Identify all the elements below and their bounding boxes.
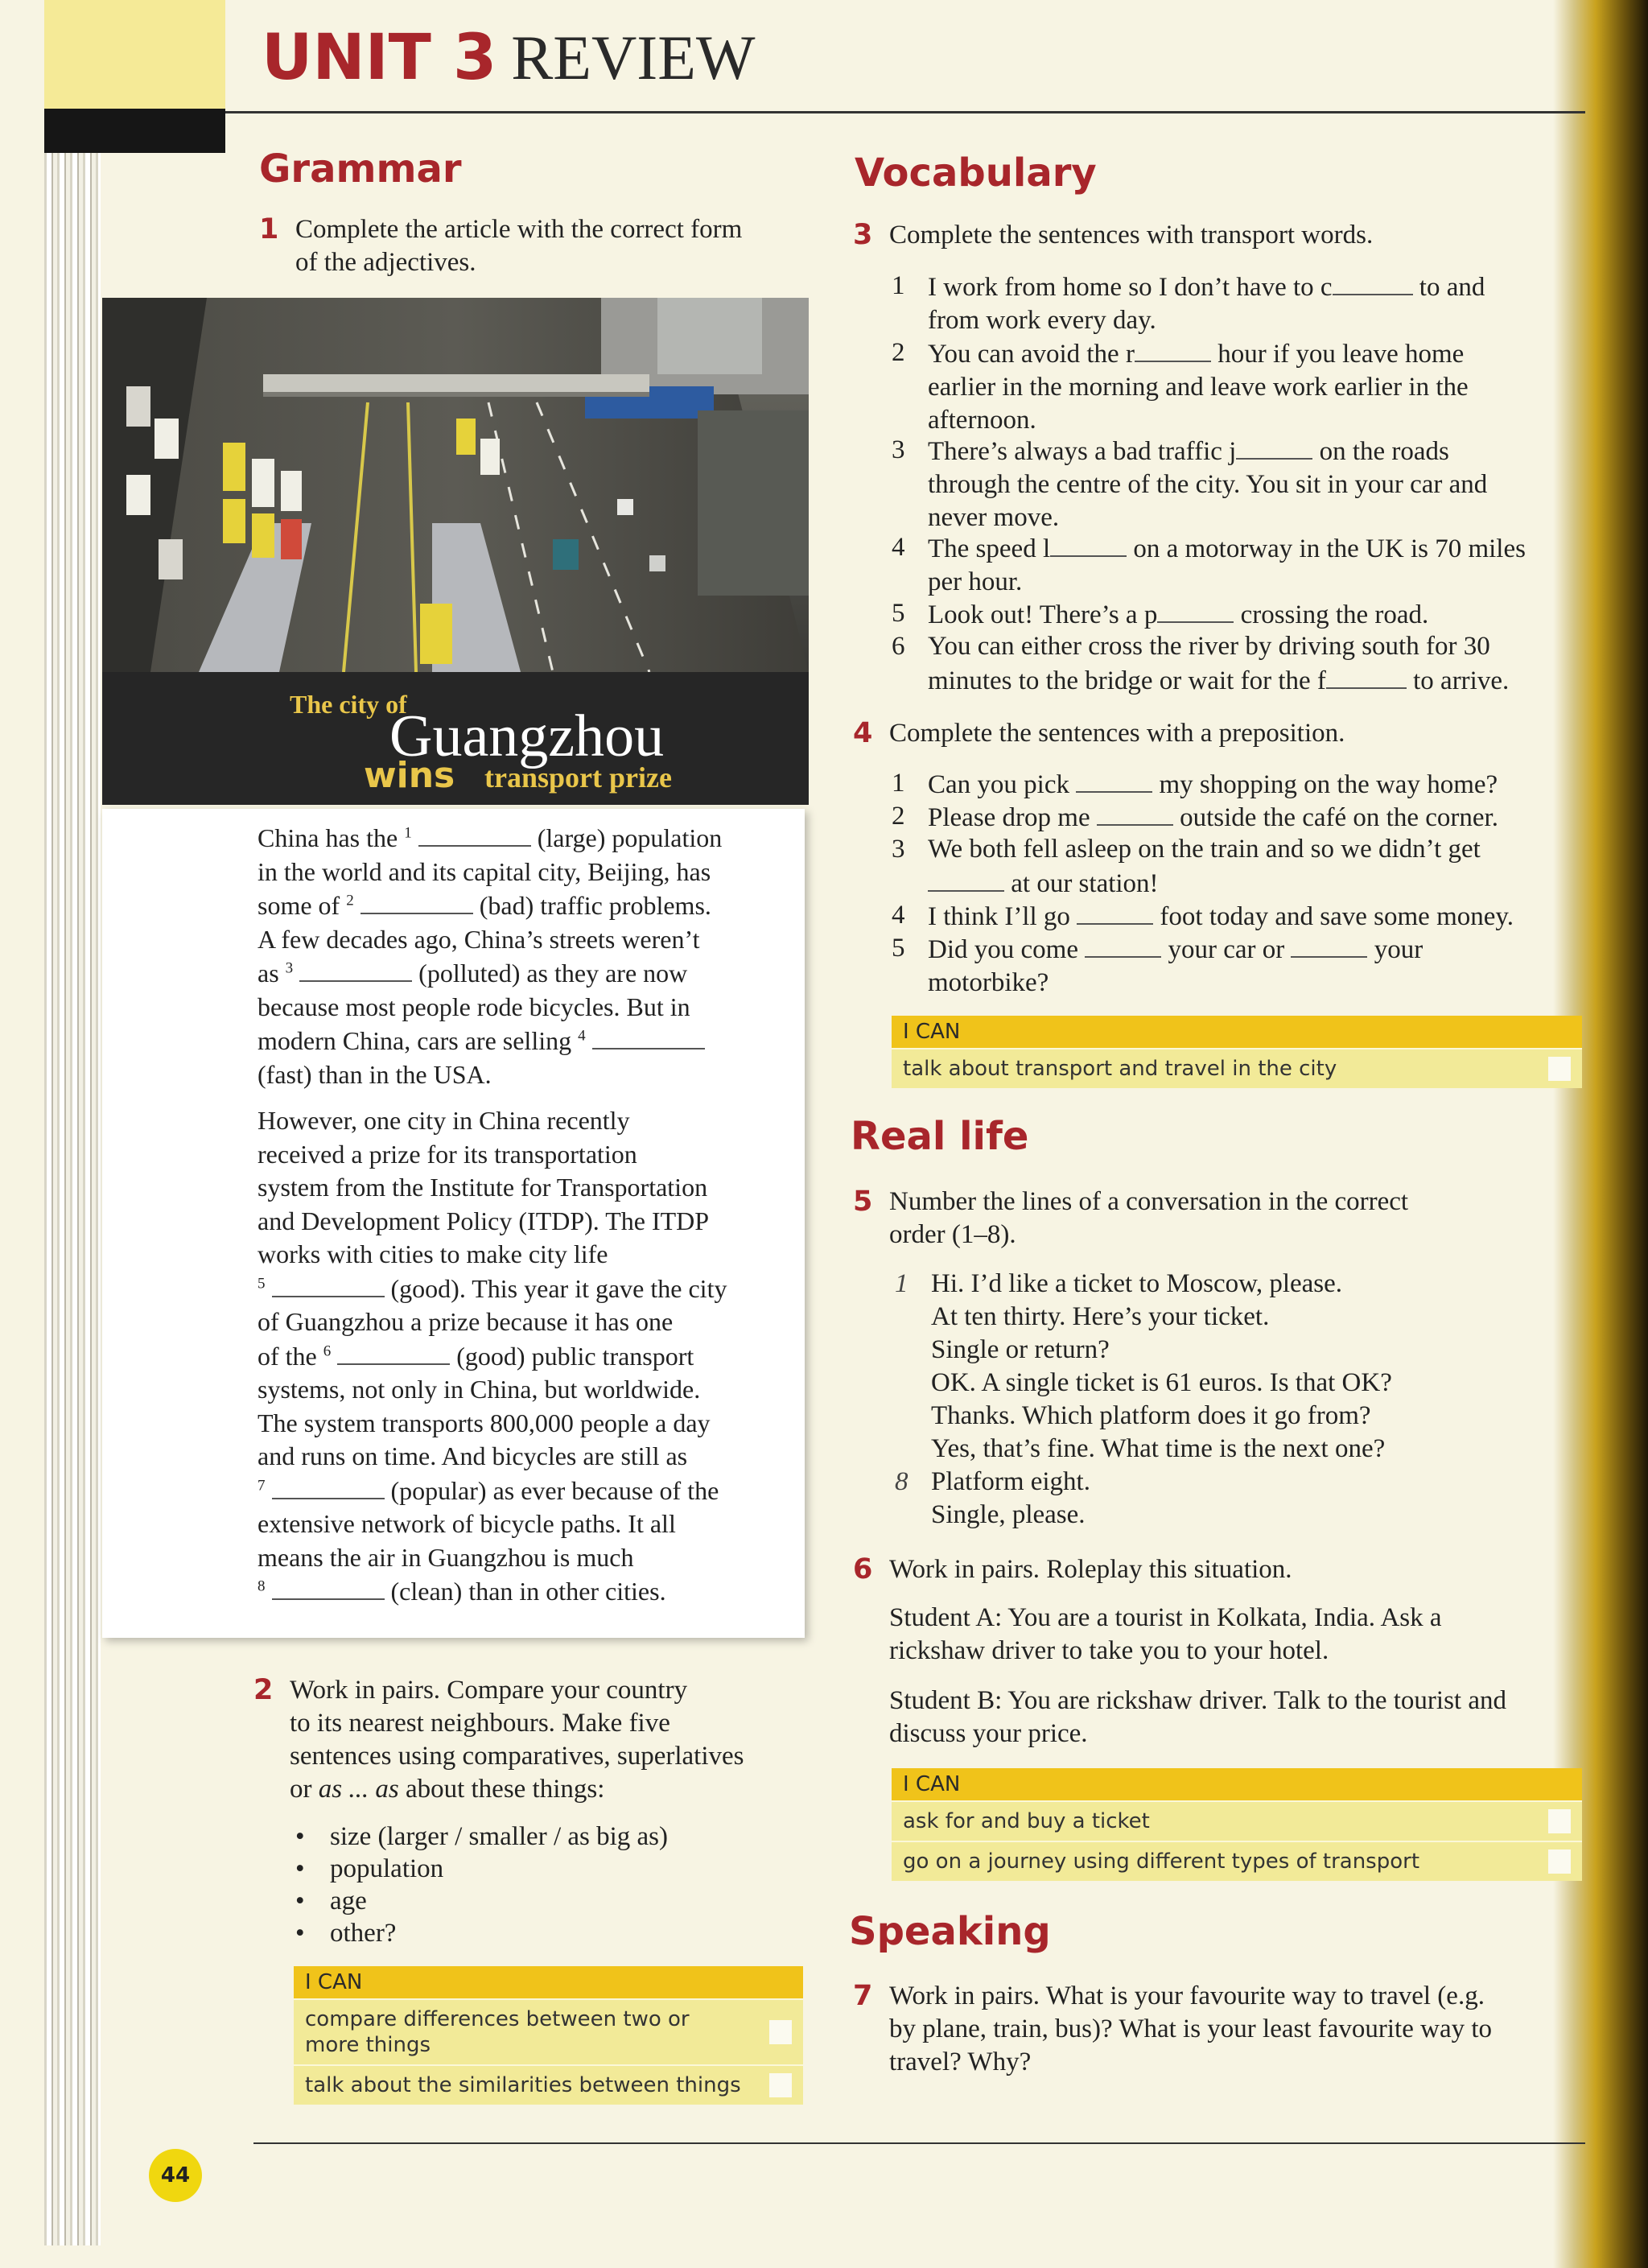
blank[interactable]: [1076, 767, 1152, 793]
vocabulary-heading: Vocabulary: [855, 151, 1097, 196]
text: because most people rode bicycles. But in: [258, 992, 690, 1021]
text: works with cities to make city life: [258, 1239, 608, 1268]
article-title-prefix: The city of: [290, 690, 407, 719]
exercise-5-number: 5: [853, 1186, 873, 1218]
real-life-heading: Real life: [851, 1114, 1029, 1159]
text: (good). This year it gave the city: [390, 1273, 727, 1303]
text: discuss your price.: [889, 1719, 1088, 1748]
gap-number: 7: [258, 1476, 266, 1494]
exercise-5-instruction: [889, 1186, 1408, 1252]
text: some of: [258, 891, 340, 920]
blank[interactable]: [1291, 932, 1367, 958]
exercise-3: [853, 219, 1545, 255]
text: through the centre of the city. You sit in your car and: [928, 470, 1488, 499]
text: Student B: You are rickshaw driver. Talk to the tourist and: [889, 1686, 1506, 1715]
text: my shopping on the way home?: [1159, 770, 1498, 799]
exercise-7: [853, 1980, 1553, 2084]
ex2-line-3: sentences using comparatives, superlatives: [290, 1742, 744, 1771]
exercise-6-number: 6: [853, 1553, 873, 1586]
title-divider: [225, 111, 1585, 113]
blank[interactable]: [1097, 800, 1173, 826]
gap-number: 8: [258, 1577, 266, 1595]
ican-row: [294, 1998, 803, 2064]
order-number[interactable]: 1: [895, 1269, 908, 1298]
ex5-line-2: order (1–8).: [889, 1220, 1016, 1249]
blank[interactable]: [1333, 270, 1413, 295]
blank-1[interactable]: [418, 821, 531, 847]
exercise-4: [853, 717, 1545, 753]
text: per hour.: [928, 567, 1023, 596]
text: and runs on time. And bicycles are still as: [258, 1441, 688, 1470]
blank-6[interactable]: [337, 1339, 450, 1365]
blank-2[interactable]: [360, 889, 473, 914]
as-as-phrase: as ... as: [318, 1775, 399, 1804]
ican-heading: I CAN: [892, 1768, 1582, 1800]
ican-text: talk about transport and travel in the city: [903, 1057, 1337, 1081]
page-title: [262, 18, 756, 98]
ican-box-real-life: [892, 1768, 1582, 1881]
exercise-6: [853, 1553, 1553, 1590]
exercise-2-instruction: [290, 1674, 744, 1806]
student-a-role: [889, 1602, 1557, 1668]
blank-5[interactable]: [272, 1272, 385, 1297]
text: to and: [1419, 273, 1485, 302]
ican-row: [892, 1048, 1582, 1088]
text: minutes to the bridge or wait for the f: [928, 666, 1326, 695]
text: Student A: You are a tourist in Kolkata, India. Ask a: [889, 1603, 1442, 1632]
exercise-1-number: 1: [259, 213, 279, 245]
text: Can you pick: [928, 770, 1069, 799]
item-number: 5: [892, 934, 905, 963]
gap-number: 1: [404, 824, 412, 842]
exercise-3-number: 3: [853, 219, 873, 251]
text: I work from home so I don’t have to c: [928, 273, 1333, 302]
ex7-line-2: by plane, train, bus)? What is your least favourite way to: [889, 2014, 1493, 2043]
text: on a motorway in the UK is 70 miles: [1133, 534, 1526, 563]
item-number: 1: [892, 769, 905, 798]
article-paragraph-1: [258, 821, 789, 1091]
item-number: 2: [892, 338, 905, 367]
ican-row: [892, 1800, 1582, 1841]
text: never move.: [928, 503, 1060, 532]
text: (polluted) as they are now: [418, 959, 688, 988]
article-title-band: [102, 672, 809, 805]
blank[interactable]: [1157, 597, 1234, 623]
ex2-line-1: Work in pairs. Compare your country: [290, 1676, 688, 1705]
ican-text: talk about the similarities between things: [305, 2073, 741, 2097]
text: of the: [258, 1341, 317, 1371]
bullet-dot: •: [295, 1919, 305, 1948]
item-number: 3: [892, 835, 905, 864]
dialogue-text: OK. A single ticket is 61 euros. Is that OK?: [931, 1368, 1392, 1397]
text: afternoon.: [928, 406, 1036, 435]
ex1-line-2: of the adjectives.: [295, 248, 476, 277]
item-number: 5: [892, 599, 905, 628]
ex7-line-3: travel? Why?: [889, 2047, 1032, 2076]
text: earlier in the morning and leave work earlier in the: [928, 373, 1469, 402]
exercise-1-instruction: [295, 213, 742, 279]
exercise-5: [853, 1186, 1553, 1258]
exercise-2-number: 2: [253, 1674, 274, 1706]
text: Did you come: [928, 935, 1078, 964]
text: China has the: [258, 823, 398, 852]
blank-3[interactable]: [299, 956, 412, 982]
ican-box-grammar: [294, 1966, 803, 2105]
blank[interactable]: [928, 866, 1004, 892]
bullet-dot: •: [295, 1854, 305, 1883]
exercise-3-instruction: Complete the sentences with transport words.: [889, 221, 1374, 249]
exercise-7-instruction: [889, 1980, 1492, 2079]
ican-row: [294, 2064, 803, 2105]
gap-number: 6: [323, 1342, 332, 1359]
ex5-line-1: Number the lines of a conversation in the correct: [889, 1187, 1409, 1216]
text: from work every day.: [928, 306, 1156, 335]
unit-tab-yellow: [44, 0, 225, 109]
text: You can either cross the river by driving south for 30: [928, 632, 1490, 661]
checkbox[interactable]: [1548, 1057, 1571, 1081]
dialogue-text: Platform eight.: [931, 1467, 1090, 1496]
text: means the air in Guangzhou is much: [258, 1542, 634, 1572]
text: outside the café on the corner.: [1180, 803, 1498, 832]
bullet-dot: •: [295, 1887, 305, 1915]
text: (bad) traffic problems.: [479, 891, 711, 920]
text: in the world and its capital city, Beijing, has: [258, 856, 711, 886]
text: crossing the road.: [1240, 600, 1429, 629]
grammar-heading: Grammar: [259, 146, 462, 192]
speaking-heading: Speaking: [849, 1909, 1051, 1954]
dialogue-text: Single or return?: [931, 1335, 1110, 1364]
blank[interactable]: [1135, 336, 1211, 362]
item-number: 1: [892, 271, 905, 300]
gap-number: 3: [285, 959, 294, 977]
dialogue-text: Single, please.: [931, 1500, 1086, 1529]
ex2-line-2: to its nearest neighbours. Make five: [290, 1709, 670, 1738]
page-edges: [44, 153, 101, 2245]
unit-number: UNIT 3: [262, 22, 497, 94]
article-title-city: Guangzhou: [389, 703, 665, 769]
checkbox[interactable]: [769, 2073, 792, 2097]
exercise-7-number: 7: [853, 1980, 873, 2012]
bullet-text: other?: [330, 1919, 397, 1948]
ican-text: go on a journey using different types of transport: [903, 1849, 1420, 1874]
blank[interactable]: [1085, 932, 1161, 958]
book-spine: [1553, 0, 1648, 2268]
bottom-divider: [253, 2142, 1585, 2144]
ex7-line-1: Work in pairs. What is your favourite way to travel (e.g.: [889, 1981, 1485, 2010]
unit-review: REVIEW: [511, 23, 756, 93]
text: foot today and save some money.: [1160, 902, 1514, 931]
blank[interactable]: [1236, 434, 1312, 460]
gap-number: 4: [578, 1027, 586, 1045]
item-number: 4: [892, 533, 905, 562]
dialogue-text: Hi. I’d like a ticket to Moscow, please.: [931, 1269, 1343, 1298]
bullet-text: age: [330, 1887, 367, 1915]
text: motorbike?: [928, 968, 1049, 997]
text: I think I’ll go: [928, 902, 1070, 931]
item-number: 2: [892, 802, 905, 831]
blank-7[interactable]: [272, 1474, 385, 1499]
text: Look out! There’s a p: [928, 600, 1158, 629]
text: and Development Policy (ITDP). The ITDP: [258, 1206, 710, 1235]
bullet-text: size (larger / smaller / as big as): [330, 1822, 668, 1851]
dialogue-text: At ten thirty. Here’s your ticket.: [931, 1302, 1270, 1331]
text: received a prize for its transportation: [258, 1139, 637, 1169]
ican-text: ask for and buy a ticket: [903, 1809, 1150, 1833]
ican-text: compare differences between two or more things: [305, 2007, 690, 2057]
ican-heading: I CAN: [294, 1966, 803, 1998]
ican-box-vocabulary: [892, 1016, 1582, 1088]
text: modern China, cars are selling: [258, 1026, 572, 1055]
text: Please drop me: [928, 803, 1090, 832]
text: There’s always a bad traffic j: [928, 437, 1237, 466]
checkbox[interactable]: [1548, 1809, 1571, 1833]
text: extensive network of bicycle paths. It all: [258, 1509, 676, 1538]
student-b-role: [889, 1685, 1557, 1750]
checkbox[interactable]: [1548, 1849, 1571, 1874]
text: You can avoid the r: [928, 340, 1135, 369]
text: (clean) than in other cities.: [390, 1577, 666, 1606]
article-paragraph-2: [258, 1104, 789, 1609]
item-number: 4: [892, 901, 905, 930]
blank[interactable]: [1326, 663, 1407, 689]
blank-4[interactable]: [592, 1024, 705, 1049]
text: (fast) than in the USA.: [258, 1059, 492, 1089]
text: However, one city in China recently: [258, 1106, 630, 1135]
guangzhou-street-photo: [102, 298, 809, 672]
text: hour if you leave home: [1217, 340, 1465, 369]
exercise-1: [259, 213, 814, 286]
text: (good) public transport: [456, 1341, 694, 1371]
gap-number: 2: [346, 892, 354, 909]
exercise-2: [253, 1674, 817, 1811]
text: about these things:: [405, 1775, 605, 1804]
dialogue-text: Thanks. Which platform does it go from?: [931, 1401, 1371, 1430]
text: A few decades ago, China’s streets weren’t: [258, 924, 700, 954]
bullet-text: population: [330, 1854, 444, 1883]
text: on the roads: [1319, 437, 1449, 466]
text: system from the Institute for Transportation: [258, 1173, 708, 1202]
blank[interactable]: [1050, 531, 1127, 557]
exercise-4-number: 4: [853, 717, 873, 749]
blank-8[interactable]: [272, 1574, 385, 1600]
unit-tab-black: [44, 109, 225, 153]
ican-row: [892, 1841, 1582, 1881]
text: rickshaw driver to take you to your hotel.: [889, 1636, 1329, 1665]
text: your: [1374, 935, 1423, 964]
text: of Guangzhou a prize because it has one: [258, 1307, 674, 1336]
bullet-dot: •: [295, 1822, 305, 1851]
dialogue-text: Yes, that’s fine. What time is the next one?: [931, 1434, 1386, 1463]
item-number: 3: [892, 435, 905, 464]
gap-number: 5: [258, 1274, 266, 1292]
order-number[interactable]: 8: [895, 1467, 908, 1496]
text: as: [258, 959, 279, 988]
text: The speed l: [928, 534, 1051, 563]
checkbox[interactable]: [769, 2020, 792, 2044]
article-title-wins: wins: [364, 755, 455, 796]
article-title-prize: transport prize: [484, 761, 672, 794]
page-number: 44: [149, 2149, 202, 2202]
text: systems, not only in China, but worldwide.: [258, 1375, 701, 1404]
text: The system transports 800,000 people a day: [258, 1408, 711, 1437]
exercise-4-instruction: Complete the sentences with a preposition.: [889, 719, 1345, 748]
exercise-6-instruction: Work in pairs. Roleplay this situation.: [889, 1555, 1292, 1584]
ican-heading: I CAN: [892, 1016, 1582, 1048]
blank[interactable]: [1077, 899, 1153, 925]
text: (large) population: [537, 823, 723, 852]
text: at our station!: [1011, 869, 1159, 898]
text: We both fell asleep on the train and so we didn’t get: [928, 835, 1481, 864]
ex1-line-1: Complete the article with the correct form: [295, 215, 743, 244]
text: or: [290, 1775, 312, 1804]
text: (popular) as ever because of the: [390, 1475, 719, 1505]
text: your car or: [1168, 935, 1285, 964]
item-number: 6: [892, 632, 905, 661]
text: to arrive.: [1413, 666, 1510, 695]
